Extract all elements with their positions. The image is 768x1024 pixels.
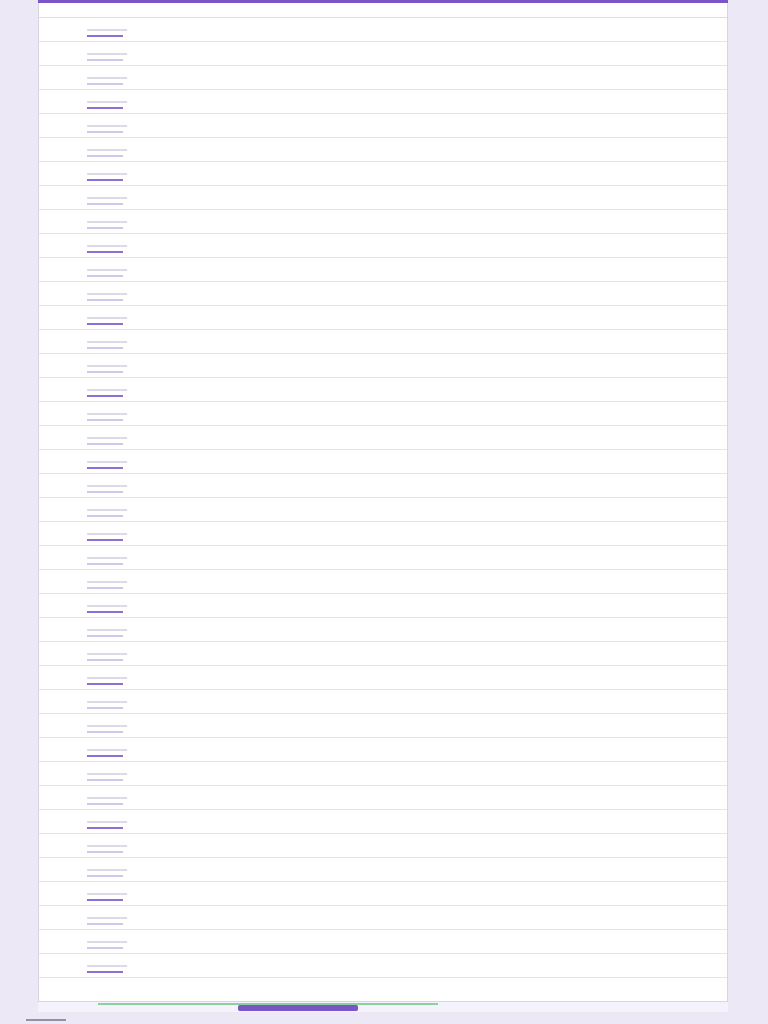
entry-tag-mark bbox=[87, 131, 123, 133]
entry-tag-mark bbox=[87, 899, 123, 901]
entry-tag-mark bbox=[87, 299, 123, 301]
entry-label-mark bbox=[87, 173, 127, 175]
entry-label-mark bbox=[87, 485, 127, 487]
entry-tag-mark bbox=[87, 203, 123, 205]
entry-label-mark bbox=[87, 197, 127, 199]
results-list bbox=[38, 3, 728, 1001]
entry-tag-mark bbox=[87, 635, 123, 637]
entry-label-mark bbox=[87, 413, 127, 415]
entry-tag-mark bbox=[87, 107, 123, 109]
entry-label-mark bbox=[87, 533, 127, 535]
entry-tag-mark bbox=[87, 347, 123, 349]
list-item[interactable] bbox=[39, 594, 727, 618]
list-item[interactable] bbox=[39, 474, 727, 498]
list-item[interactable] bbox=[39, 186, 727, 210]
entry-tag-mark bbox=[87, 179, 123, 181]
list-item[interactable] bbox=[39, 882, 727, 906]
list-item[interactable] bbox=[39, 906, 727, 930]
list-item[interactable] bbox=[39, 162, 727, 186]
list-item[interactable] bbox=[39, 138, 727, 162]
entry-tag-mark bbox=[87, 779, 123, 781]
entry-label-mark bbox=[87, 509, 127, 511]
entry-tag-mark bbox=[87, 371, 123, 373]
list-item[interactable] bbox=[39, 618, 727, 642]
list-item[interactable] bbox=[39, 66, 727, 90]
entry-label-mark bbox=[87, 365, 127, 367]
entry-tag-mark bbox=[87, 395, 123, 397]
list-item[interactable] bbox=[39, 690, 727, 714]
entry-label-mark bbox=[87, 821, 127, 823]
entry-label-mark bbox=[87, 245, 127, 247]
list-item[interactable] bbox=[39, 114, 727, 138]
list-item[interactable] bbox=[39, 546, 727, 570]
list-item[interactable] bbox=[39, 258, 727, 282]
entry-tag-mark bbox=[87, 467, 123, 469]
entry-label-mark bbox=[87, 269, 127, 271]
entry-label-mark bbox=[87, 725, 127, 727]
entry-label-mark bbox=[87, 605, 127, 607]
entry-label-mark bbox=[87, 389, 127, 391]
entry-tag-mark bbox=[87, 155, 123, 157]
list-item[interactable] bbox=[39, 18, 727, 42]
entry-tag-mark bbox=[87, 275, 123, 277]
list-item[interactable] bbox=[39, 282, 727, 306]
entry-tag-mark bbox=[87, 683, 123, 685]
list-item[interactable] bbox=[39, 858, 727, 882]
entry-label-mark bbox=[87, 869, 127, 871]
list-item[interactable] bbox=[39, 210, 727, 234]
list-item[interactable] bbox=[39, 570, 727, 594]
entry-container bbox=[39, 18, 727, 978]
entry-label-mark bbox=[87, 221, 127, 223]
list-item[interactable] bbox=[39, 522, 727, 546]
entry-tag-mark bbox=[87, 323, 123, 325]
entry-label-mark bbox=[87, 29, 127, 31]
list-item[interactable] bbox=[39, 354, 727, 378]
entry-tag-mark bbox=[87, 35, 123, 37]
entry-tag-mark bbox=[87, 83, 123, 85]
list-item[interactable] bbox=[39, 666, 727, 690]
entry-tag-mark bbox=[87, 251, 123, 253]
list-item[interactable] bbox=[39, 714, 727, 738]
entry-tag-mark bbox=[87, 443, 123, 445]
entry-label-mark bbox=[87, 629, 127, 631]
list-header bbox=[39, 3, 727, 18]
entry-tag-mark bbox=[87, 563, 123, 565]
entry-tag-mark bbox=[87, 587, 123, 589]
list-item[interactable] bbox=[39, 330, 727, 354]
entry-label-mark bbox=[87, 797, 127, 799]
entry-tag-mark bbox=[87, 515, 123, 517]
entry-label-mark bbox=[87, 341, 127, 343]
list-item[interactable] bbox=[39, 834, 727, 858]
entry-label-mark bbox=[87, 941, 127, 943]
entry-tag-mark bbox=[87, 731, 123, 733]
entry-label-mark bbox=[87, 581, 127, 583]
entry-label-mark bbox=[87, 437, 127, 439]
entry-label-mark bbox=[87, 701, 127, 703]
list-item[interactable] bbox=[39, 402, 727, 426]
entry-label-mark bbox=[87, 101, 127, 103]
entry-label-mark bbox=[87, 773, 127, 775]
entry-tag-mark bbox=[87, 419, 123, 421]
list-item[interactable] bbox=[39, 738, 727, 762]
entry-tag-mark bbox=[87, 227, 123, 229]
list-item[interactable] bbox=[39, 930, 727, 954]
entry-tag-mark bbox=[87, 659, 123, 661]
entry-tag-mark bbox=[87, 491, 123, 493]
list-item[interactable] bbox=[39, 42, 727, 66]
entry-label-mark bbox=[87, 653, 127, 655]
entry-label-mark bbox=[87, 461, 127, 463]
entry-tag-mark bbox=[87, 851, 123, 853]
list-item[interactable] bbox=[39, 450, 727, 474]
entry-label-mark bbox=[87, 917, 127, 919]
footer-bar bbox=[38, 1001, 728, 1012]
list-item[interactable] bbox=[39, 378, 727, 402]
entry-tag-mark bbox=[87, 947, 123, 949]
entry-label-mark bbox=[87, 317, 127, 319]
list-item[interactable] bbox=[39, 426, 727, 450]
entry-label-mark bbox=[87, 77, 127, 79]
entry-label-mark bbox=[87, 125, 127, 127]
entry-tag-mark bbox=[87, 827, 123, 829]
entry-tag-mark bbox=[87, 803, 123, 805]
entry-label-mark bbox=[87, 749, 127, 751]
entry-label-mark bbox=[87, 149, 127, 151]
entry-label-mark bbox=[87, 893, 127, 895]
list-item[interactable] bbox=[39, 954, 727, 978]
entry-label-mark bbox=[87, 293, 127, 295]
entry-label-mark bbox=[87, 557, 127, 559]
list-item[interactable] bbox=[39, 90, 727, 114]
list-item[interactable] bbox=[39, 762, 727, 786]
entry-tag-mark bbox=[87, 611, 123, 613]
bottom-left-mark bbox=[26, 1019, 66, 1021]
entry-tag-mark bbox=[87, 539, 123, 541]
list-item[interactable] bbox=[39, 810, 727, 834]
list-item[interactable] bbox=[39, 498, 727, 522]
entry-tag-mark bbox=[87, 875, 123, 877]
entry-tag-mark bbox=[87, 923, 123, 925]
entry-tag-mark bbox=[87, 755, 123, 757]
entry-label-mark bbox=[87, 965, 127, 967]
footer-active-tab[interactable] bbox=[238, 1005, 358, 1011]
entry-tag-mark bbox=[87, 59, 123, 61]
list-item[interactable] bbox=[39, 306, 727, 330]
entry-tag-mark bbox=[87, 707, 123, 709]
entry-tag-mark bbox=[87, 971, 123, 973]
list-item[interactable] bbox=[39, 234, 727, 258]
list-item[interactable] bbox=[39, 642, 727, 666]
entry-label-mark bbox=[87, 677, 127, 679]
entry-label-mark bbox=[87, 845, 127, 847]
list-item[interactable] bbox=[39, 786, 727, 810]
entry-label-mark bbox=[87, 53, 127, 55]
